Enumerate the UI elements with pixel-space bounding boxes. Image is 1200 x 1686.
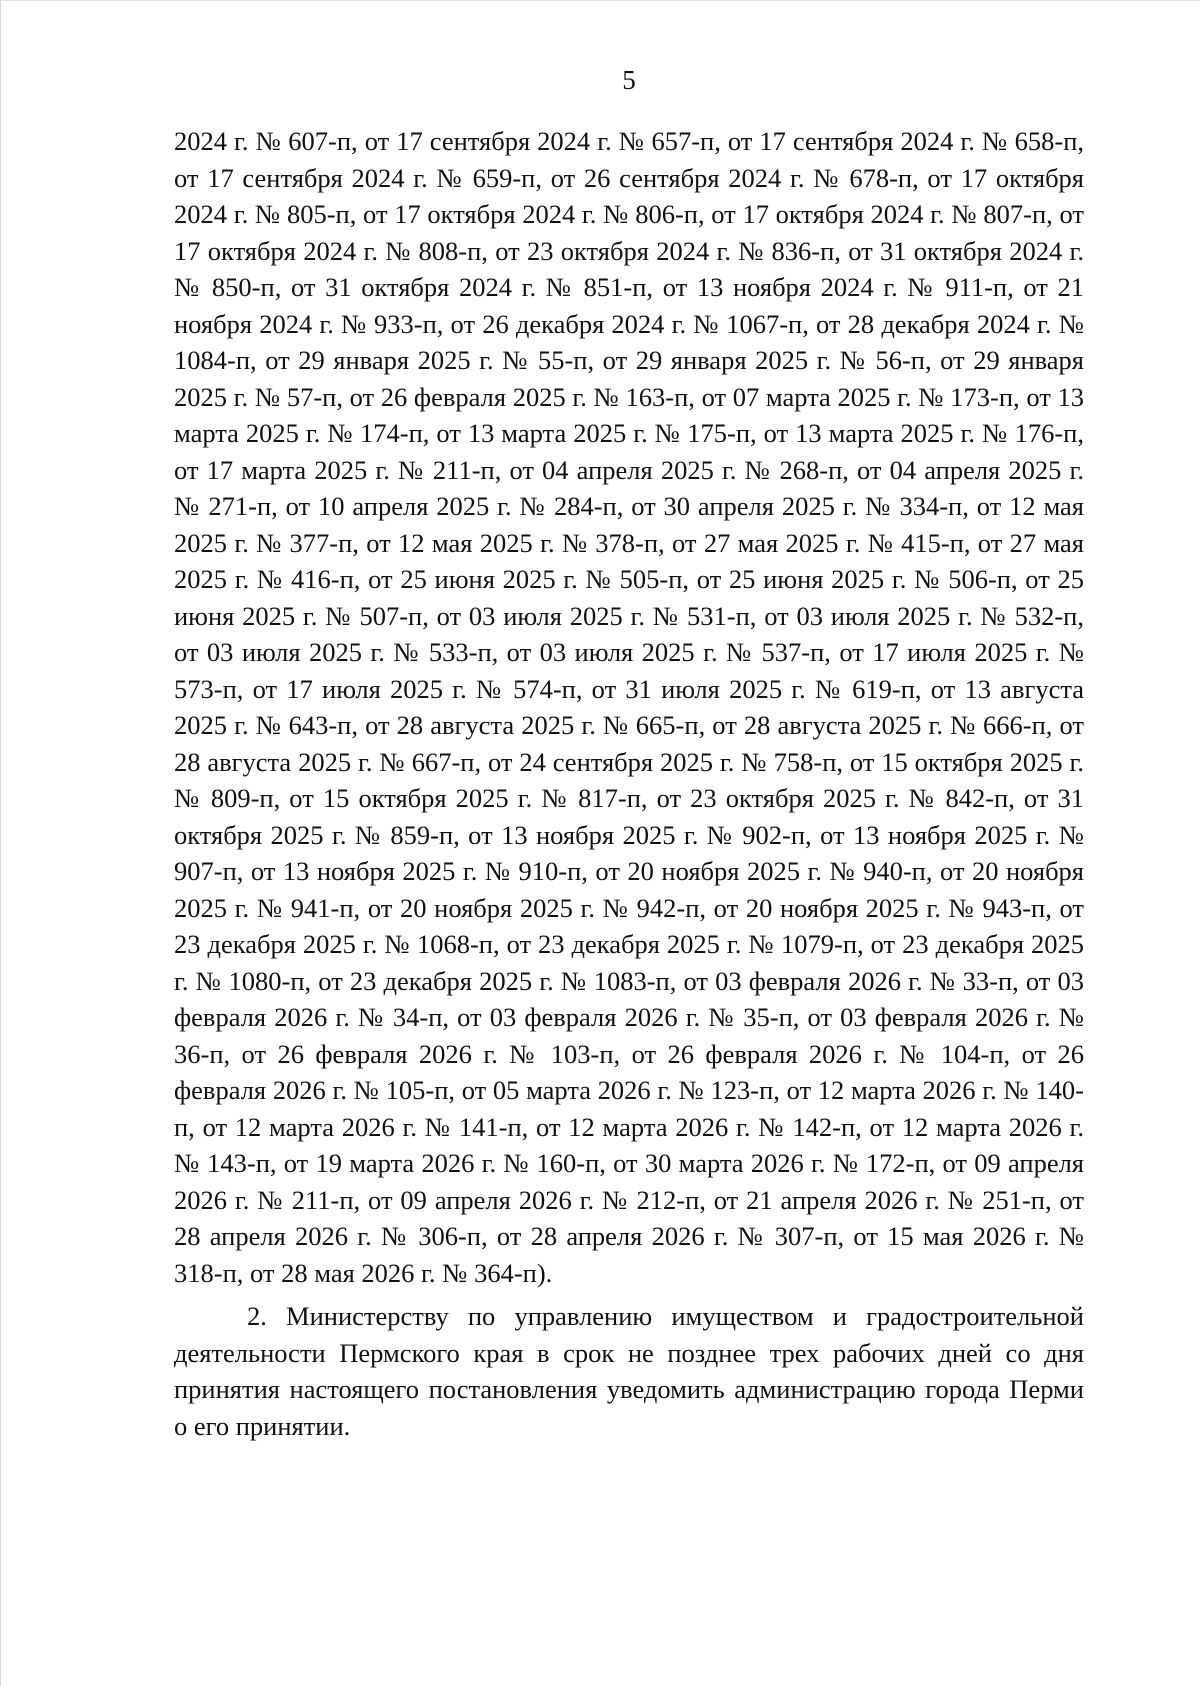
document-body bbox=[174, 123, 1084, 1444]
paragraph-2: 2. Министерству по управлению имуществом и градостроительной деятельности Пермского края в срок не позднее трех рабочих дней со дня принятия настоящего постановления уведомить администрацию города Перми о его принятии. bbox=[174, 1301, 1084, 1441]
page-number: 5 bbox=[622, 65, 636, 95]
paragraph-continuation: 2024 г. № 607-п, от 17 сентября 2024 г. № 657-п, от 17 сентября 2024 г. № 658-п, от 17 сентября 2024 г. № 659-п, от 26 сентября 2024 г. № 678-п, от 17 октября 2024 г. № 805-п, от 17 октября 2024 г. № 806-п, от 17 октября 2024 г. № 807-п, от 17 октября 2024 г. № 808-п, от 23 октября 2024 г. № 836-п, от 31 октября 2024 г. № 850-п, от 31 октября 2024 г. № 851-п, от 13 ноября 2024 г. № 911-п, от 21 ноября 2024 г. № 933-п, от 26 декабря 2024 г. № 1067-п, от 28 декабря 2024 г. № 1084-п, от 29 января 2025 г. № 55-п, от 29 января 2025 г. № 56-п, от 29 января 2025 г. № 57-п, от 26 февраля 2025 г. № 163-п, от 07 марта 2025 г. № 173-п, от 13 марта 2025 г. № 174-п, от 13 марта 2025 г. № 175-п, от 13 марта 2025 г. № 176-п, от 17 марта 2025 г. № 211-п, от 04 апреля 2025 г. № 268-п, от 04 апреля 2025 г. № 271-п, от 10 апреля 2025 г. № 284-п, от 30 апреля 2025 г. № 334-п, от 12 мая 2025 г. № 377-п, от 12 мая 2025 г. № 378-п, от 27 мая 2025 г. № 415-п, от 27 мая 2025 г. № 416-п, от 25 июня 2025 г. № 505-п, от 25 июня 2025 г. № 506-п, от 25 июня 2025 г. № 507-п, от 03 июля 2025 г. № 531-п, от 03 июля 2025 г. № 532-п, от 03 июля 2025 г. № 533-п, от 03 июля 2025 г. № 537-п, от 17 июля 2025 г. № 573-п, от 17 июля 2025 г. № 574-п, от 31 июля 2025 г. № 619-п, от 13 августа 2025 г. № 643-п, от 28 августа 2025 г. № 665-п, от 28 августа 2025 г. № 666-п, от 28 августа 2025 г. № 667-п, от 24 сентября 2025 г. № 758-п, от 15 октября 2025 г. № 809-п, от 15 октября 2025 г. № 817-п, от 23 октября 2025 г. № 842-п, от 31 октября 2025 г. № 859-п, от 13 ноября 2025 г. № 902-п, от 13 ноября 2025 г. № 907-п, от 13 ноября 2025 г. № 910-п, от 20 ноября 2025 г. № 940-п, от 20 ноября 2025 г. № 941-п, от 20 ноября 2025 г. № 942-п, от 20 ноября 2025 г. № 943-п, от 23 декабря 2025 г. № 1068-п, от 23 декабря 2025 г. № 1079-п, от 23 декабря 2025 г. № 1080-п, от 23 декабря 2025 г. № 1083-п, от 03 февраля 2026 г. № 33-п, от 03 февраля 2026 г. № 34-п, от 03 февраля 2026 г. № 35-п, от 03 февраля 2026 г. № 36-п, от 26 февраля 2026 г. № 103-п, от 26 февраля 2026 г. № 104-п, от 26 февраля 2026 г. № 105-п, от 05 марта 2026 г. № 123-п, от 12 марта 2026 г. № 140-п, от 12 марта 2026 г. № 141-п, от 12 марта 2026 г. № 142-п, от 12 марта 2026 г. № 143-п, от 19 марта 2026 г. № 160-п, от 30 марта 2026 г. № 172-п, от 09 апреля 2026 г. № 211-п, от 09 апреля 2026 г. № 212-п, от 21 апреля 2026 г. № 251-п, от 28 апреля 2026 г. № 306-п, от 28 апреля 2026 г. № 307-п, от 15 мая 2026 г. № 318-п, от 28 мая 2026 г. № 364-п). bbox=[174, 126, 1084, 1288]
